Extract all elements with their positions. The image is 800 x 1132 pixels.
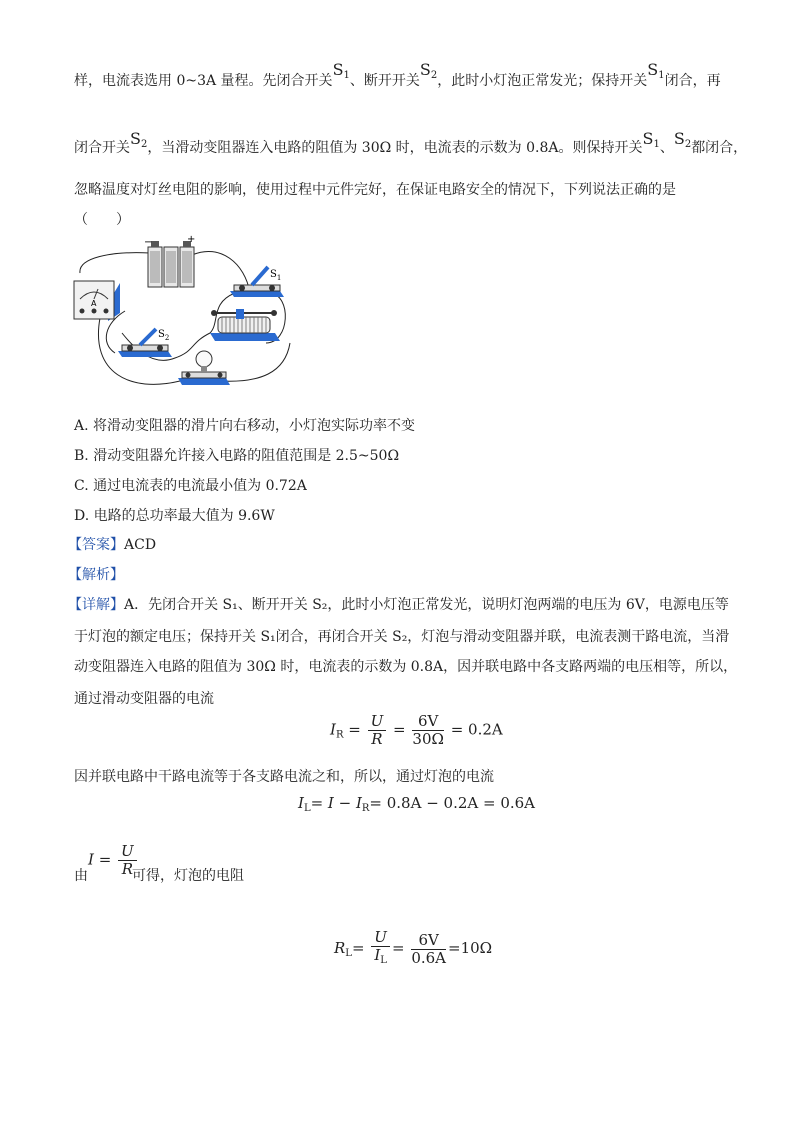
eq-sign: =	[391, 939, 405, 957]
frac-num: 6V	[412, 713, 444, 731]
ammeter-label: A	[91, 299, 97, 308]
switch-symbol: S	[642, 129, 654, 148]
ammeter-icon	[74, 281, 120, 321]
q-text: ，此时小灯泡正常发光；保持开关	[437, 73, 648, 89]
wire	[220, 343, 290, 381]
eq-sign: =	[393, 720, 406, 739]
q-text: 闭合开关	[74, 140, 130, 156]
option-a: A. 将滑动变阻器的滑片向右移动，小灯泡实际功率不变	[74, 418, 416, 434]
detail-line-6a: 由	[74, 868, 88, 884]
eq-symbol: I	[298, 794, 304, 812]
question-line-3: 忽略温度对灯丝电阻的影响，使用过程中元件完好，在保证电路安全的情况下，下列说法正确的是	[74, 182, 676, 198]
detail-line-2: 于灯泡的额定电压；保持开关 S₁闭合，再闭合开关 S₂，灯泡与滑动变阻器并联，电流表测干路电流，当滑	[74, 629, 730, 645]
q-text: 都闭合，	[691, 140, 748, 156]
eq-subscript: L	[345, 948, 352, 959]
eq-result: = 0.8A − 0.2A = 0.6A	[369, 794, 536, 812]
switch-subscript: 1	[343, 70, 350, 81]
switch-s2-label: $S_2$	[158, 329, 170, 342]
question-line-1	[74, 60, 721, 96]
detail-line-5: 因并联电路中干路电流等于各支路电流之和，所以，通过灯泡的电流	[74, 769, 494, 785]
detail-line-1	[68, 595, 729, 615]
frac-num: U	[368, 713, 387, 731]
eq-fraction	[412, 713, 444, 748]
detail-text: A．先闭合开关 S₁、断开开关 S₂，此时小灯泡正常发光，说明灯泡两端的电压为 6V，电源电压等	[124, 597, 729, 613]
switch-subscript: 1	[658, 70, 665, 81]
eq-symbol: R	[334, 939, 346, 957]
switch-symbol: S	[419, 60, 431, 79]
detail-tag: 【详解】	[68, 597, 124, 613]
frac-den: 30Ω	[412, 730, 444, 748]
eq-fraction	[368, 713, 387, 748]
rheostat-icon	[210, 309, 280, 341]
eq-symbol: I =	[88, 850, 112, 869]
q-text: ，当滑动变阻器连入电路的阻值为 30Ω 时，电流表的示数为 0.8A。则保持开关	[147, 140, 643, 156]
option-b: B. 滑动变阻器允许接入电路的阻值范围是 2.5~50Ω	[74, 448, 400, 464]
frac-den-subscript: L	[380, 955, 387, 966]
switch-subscript: 1	[653, 139, 660, 150]
equation-rl	[334, 929, 492, 969]
q-text: 、断开开关	[349, 73, 420, 89]
answer-line	[68, 535, 156, 555]
equation-il	[298, 794, 535, 814]
frac-den	[371, 947, 390, 969]
frac-num: 6V	[411, 932, 446, 950]
question-line-4: （ ）	[74, 212, 130, 228]
q-text: 、	[659, 140, 674, 156]
q-text: 样，电流表选用 0~3A 量程。先闭合开关	[74, 73, 333, 89]
switch-symbol: S	[130, 129, 141, 148]
analysis-tag	[68, 565, 124, 585]
circuit-diagram	[70, 233, 300, 393]
switch-symbol: S	[673, 129, 685, 148]
battery-plus-label: +	[187, 234, 196, 245]
eq-expression: = I − I	[310, 794, 362, 812]
question-line-2	[74, 129, 748, 163]
eq-sign: =	[351, 939, 365, 957]
analysis-tag-text: 【解析】	[68, 567, 124, 583]
eq-subscript: L	[303, 803, 311, 814]
frac-den: R	[371, 730, 383, 748]
switch-subscript: 2	[430, 70, 438, 81]
eq-sign: =	[348, 720, 361, 739]
option-d: D. 电路的总功率最大值为 9.6W	[74, 508, 275, 524]
switch-symbol: S	[332, 60, 344, 79]
detail-line-3: 动变阻器连入电路的阻值为 30Ω 时，电流表的示数为 0.8A，因并联电路中各支路两端的电压相等，所以，	[74, 659, 738, 675]
answer-value: ACD	[124, 537, 157, 553]
switch-symbol: S	[647, 60, 659, 79]
detail-line-4: 通过滑动变阻器的电流	[74, 691, 214, 707]
equation-ir	[330, 713, 503, 748]
frac-den: R	[121, 860, 134, 878]
eq-fraction	[411, 932, 446, 967]
switch-s1-label: $S_1$	[270, 269, 282, 282]
eq-subscript: R	[361, 803, 370, 814]
wire	[80, 253, 150, 273]
eq-symbol: I	[330, 720, 336, 739]
answer-tag: 【答案】	[68, 537, 124, 553]
option-c: C. 通过电流表的电流最小值为 0.72A	[74, 478, 307, 494]
eq-result: = 0.2A	[450, 720, 503, 739]
q-text: 闭合，再	[664, 73, 721, 89]
switch-subscript: 2	[140, 139, 148, 150]
frac-den-symbol: I	[374, 946, 381, 964]
frac-num: U	[371, 929, 390, 947]
frac-den: 0.6A	[411, 948, 446, 967]
frac-num: U	[118, 843, 137, 861]
lamp-icon	[178, 351, 230, 385]
battery-minus-label: −	[144, 237, 153, 248]
eq-fraction	[371, 929, 390, 969]
detail-line-6b: 可得，灯泡的电阻	[132, 868, 244, 884]
eq-result: =10Ω	[448, 939, 493, 957]
eq-subscript: R	[335, 729, 344, 741]
battery-icon	[148, 241, 194, 287]
switch-subscript: 2	[684, 139, 692, 150]
